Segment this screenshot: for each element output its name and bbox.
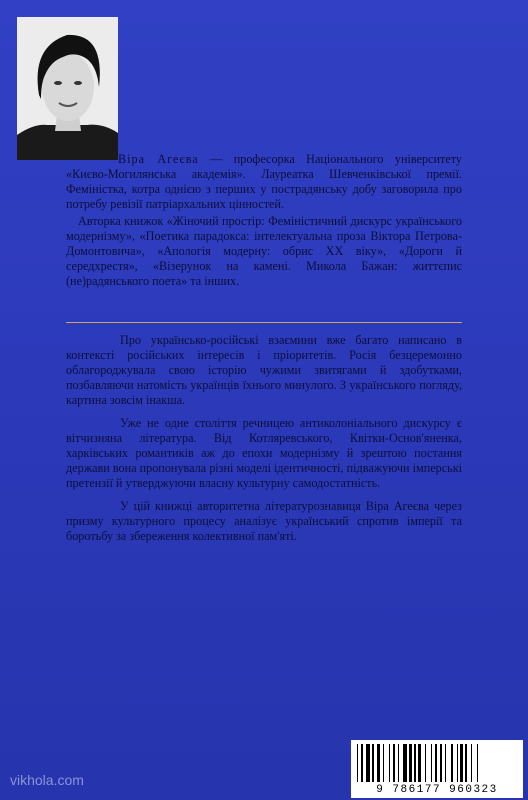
- isbn-barcode: [351, 740, 523, 798]
- barcode-bar: [435, 744, 438, 782]
- author-bio-text: — професорка Національного університету «Києво-Могилянська академія». Лауреатка Шевченківської премії. Феміністка, котра однією з перших у пострадянську добу заговорила про потребу ревізії патріархальних цінностей.: [66, 152, 462, 211]
- barcode-bar: [414, 744, 415, 782]
- section-divider: [66, 322, 462, 323]
- barcode-bar: [357, 744, 358, 782]
- barcode-bar: [393, 744, 396, 782]
- barcode-bar: [398, 744, 399, 782]
- barcode-bar: [418, 744, 421, 782]
- barcode-bar: [451, 744, 452, 782]
- barcode-bar: [431, 744, 432, 782]
- author-bio-paragraph: [66, 152, 462, 212]
- watermark: vikhola.com: [10, 772, 84, 788]
- barcode-bar: [445, 744, 446, 782]
- barcode-bar: [361, 744, 364, 782]
- barcode-bar: [409, 744, 412, 782]
- author-bio: [66, 152, 462, 289]
- barcode-bar: [460, 744, 463, 782]
- barcode-bar: [425, 744, 426, 782]
- description-paragraph: У цій книжці авторитетна літературознавиця Віра Агеєва через призму культурного процесу аналізує український спротив імперії та боротьбу за збереження колективної пам'яті.: [66, 499, 462, 543]
- barcode-bar: [383, 744, 384, 782]
- barcode-bar: [465, 744, 466, 782]
- book-description: [66, 333, 462, 552]
- barcode-bar: [366, 744, 370, 782]
- barcode-bars: [357, 744, 517, 782]
- barcode-bar: [477, 744, 478, 782]
- barcode-bar: [372, 744, 373, 782]
- barcode-bar: [457, 744, 458, 782]
- barcode-bar: [471, 744, 472, 782]
- author-name: Віра Агеєва: [118, 152, 199, 166]
- barcode-bar: [389, 744, 390, 782]
- author-books: Авторка книжок «Жіночий простір: Феміністичний дискурс українського модернізму», «Поетика парадокса: інтелектуальна проза Віктора Петрова-Домонтовича», «Апологія модерну: обрис ХХ віку», «Дороги й середхрестя», «Візерунок на камені. Микола Бажан: життєпис (не)радянського поета» та інших.: [66, 214, 462, 288]
- description-paragraph: Уже не одне століття речницею антиколоніального дискурсу є вітчизняна література. Від Котляревського, Квітки-Основ'яненка, харківських романтиків аж до епохи модернізму й зрештою постання держави вона пропонувала різні моделі ідентичності, підважуючи імперські претензії й утверджуючи власну культурну самодостатність.: [66, 416, 463, 490]
- author-photo: [17, 17, 118, 160]
- description-paragraph: Про українсько-російські взаємини вже багато написано в контексті російських інтересів і пріоритетів. Росія безцеремонно облагороджувала свою історію чужими звитягами й здобутками, позбавляючи натомість українців їхнього минулого. З українського погляду, картина зовсім інакша.: [66, 333, 462, 407]
- isbn-number: 9 786177 960323: [376, 784, 498, 796]
- barcode-bar: [377, 744, 380, 782]
- barcode-bar: [440, 744, 443, 782]
- barcode-bar: [403, 744, 407, 782]
